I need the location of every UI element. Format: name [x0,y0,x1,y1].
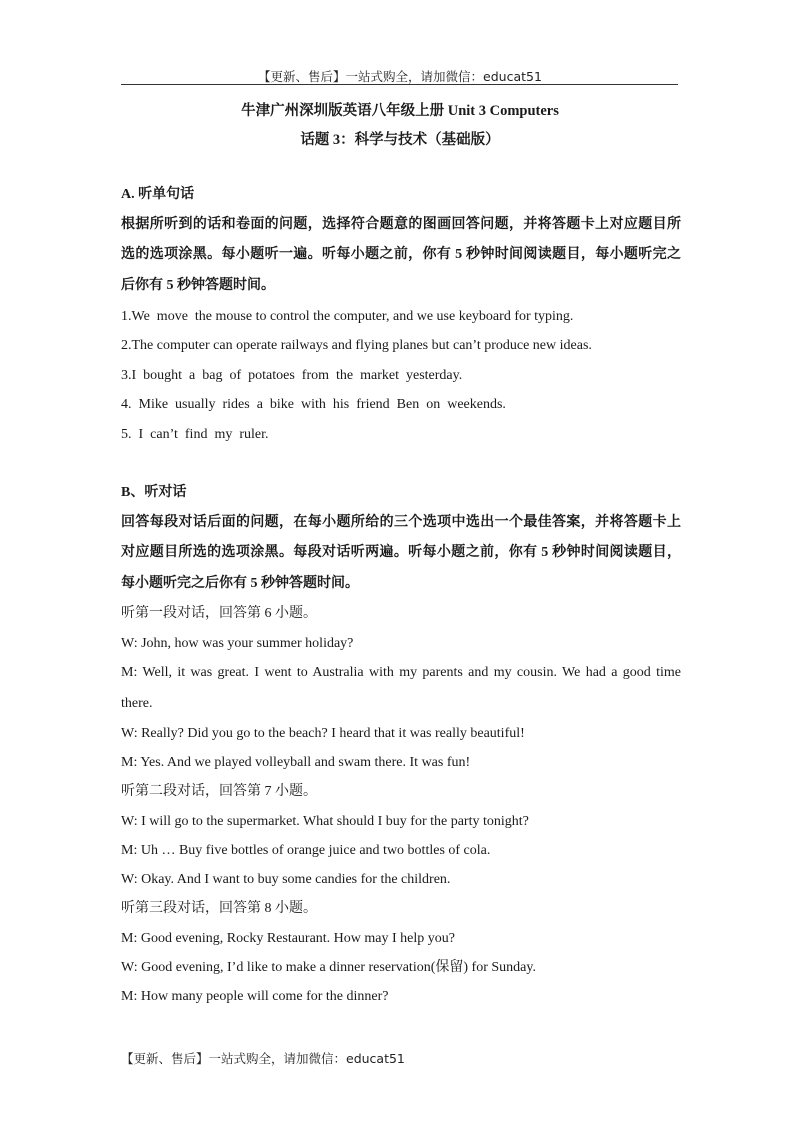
sentence-item: 1.We move the mouse to control the computer, and we use keyboard for typing. [121,309,574,324]
dialogue-line: W: I will go to the supermarket. What should I buy for the party tonight? [121,814,529,829]
sentence-item: 2.The computer can operate railways and flying planes but can’t produce new ideas. [121,338,592,353]
dialogue-line: M: Good evening, Rocky Restaurant. How may I help you? [121,931,455,946]
section-a-instruction-line: 选的选项涂黑。每小题听一遍。听每小题之前，你有 5 秒钟时间阅读题目，每小题听完之 [121,247,681,262]
section-b-instruction-line: 对应题目所选的选项涂黑。每段对话听两遍。听每小题之前，你有 5 秒钟时间阅读题目， [121,545,681,560]
dialogue-section-label: 听第三段对话，回答第 8 小题。 [121,901,317,916]
dialogue-line: M: Well, it was great. I went to Australia with my parents and my cousin. We had a good time [121,665,681,680]
section-a-heading: A. 听单句话 [121,187,195,202]
section-b-instruction-line: 每小题听完之后你有 5 秒钟答题时间。 [121,576,359,591]
section-a-instruction-line: 根据所听到的话和卷面的问题，选择符合题意的图画回答问题，并将答题卡上对应题目所 [121,217,681,232]
dialogue-line: W: John, how was your summer holiday? [121,636,354,651]
page-footer: 【更新、售后】一站式购全，请加微信：educat51 [121,1051,405,1066]
section-b-instruction-line: 回答每段对话后面的问题，在每小题所给的三个选项中选出一个最佳答案，并将答题卡上 [121,515,681,530]
dialogue-line: M: Yes. And we played volleyball and swam there. It was fun! [121,755,471,770]
header-text: 【更新、售后】一站式购全，请加微信：educat51 [258,69,542,84]
sentence-item: 4. Mike usually rides a bike with his friend Ben on weekends. [121,397,506,412]
dialogue-line: M: Uh … Buy five bottles of orange juice and two bottles of cola. [121,843,491,858]
dialogue-line: W: Good evening, I’d like to make a dinner reservation(保留) for Sunday. [121,960,536,975]
dialogue-section-label: 听第二段对话，回答第 7 小题。 [121,784,317,799]
dialogue-line: W: Okay. And I want to buy some candies for the children. [121,872,451,887]
sentence-item: 3.I bought a bag of potatoes from the market yesterday. [121,368,463,383]
dialogue-line: there. [121,696,153,711]
section-b-heading: B、听对话 [121,485,187,500]
dialogue-section-label: 听第一段对话，回答第 6 小题。 [121,606,317,621]
document-title: 牛津广州深圳版英语八年级上册 Unit 3 Computers [241,103,559,119]
section-a-instruction-line: 后你有 5 秒钟答题时间。 [121,278,275,293]
document-subtitle: 话题 3：科学与技术（基础版） [300,132,500,148]
sentence-item: 5. I can’t find my ruler. [121,427,269,442]
dialogue-line: W: Really? Did you go to the beach? I heard that it was really beautiful! [121,726,525,741]
header-divider [121,84,678,85]
dialogue-line: M: How many people will come for the dinner? [121,989,389,1004]
